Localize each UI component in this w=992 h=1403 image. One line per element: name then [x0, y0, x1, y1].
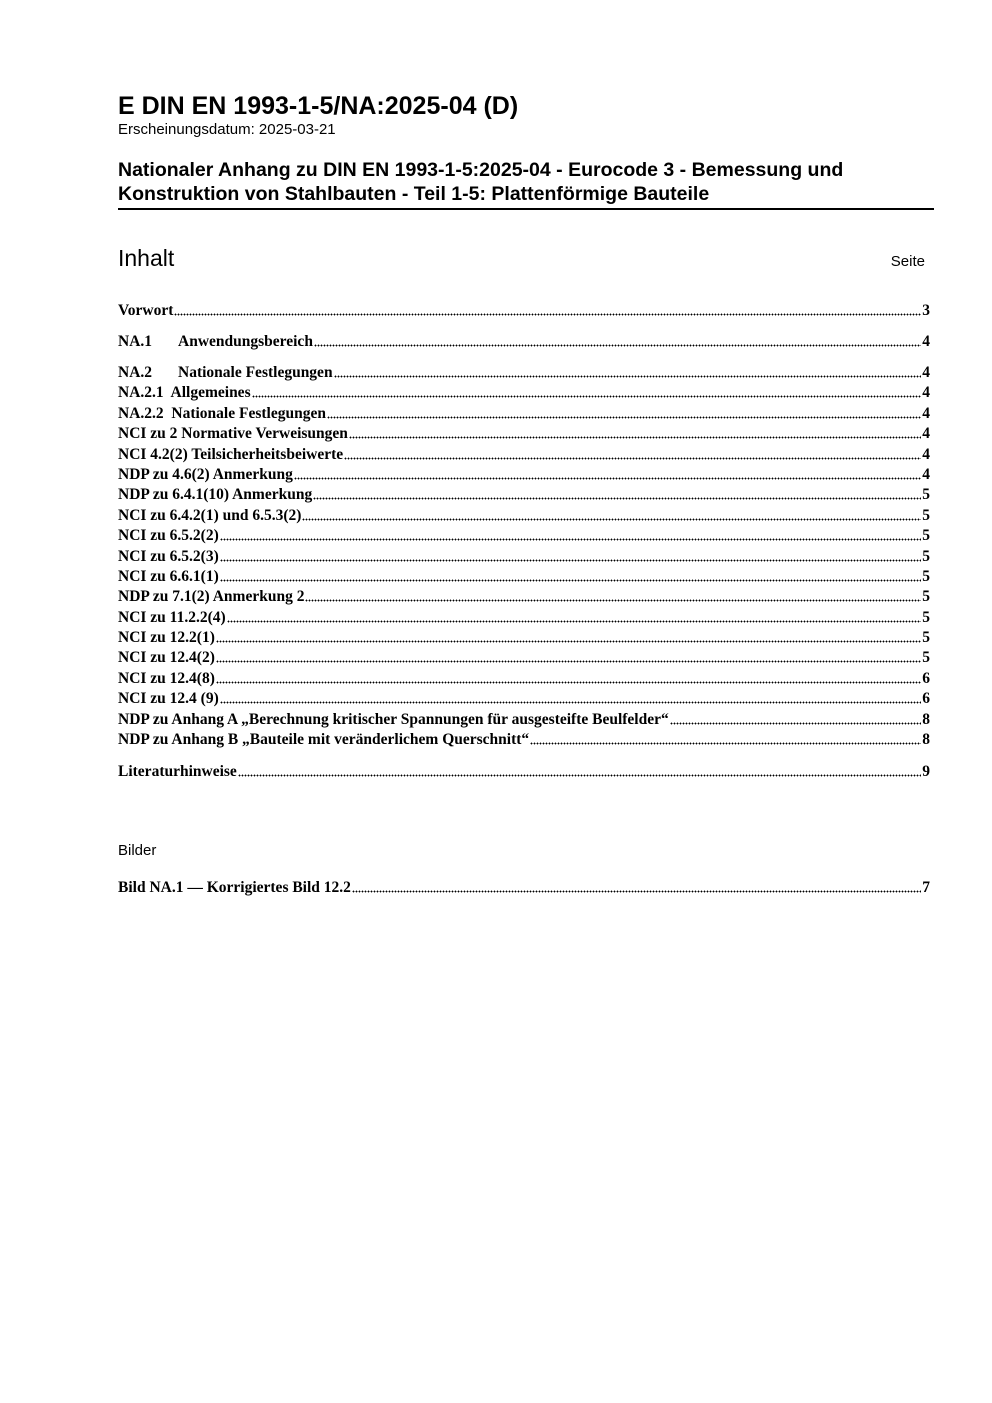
- toc-entry-label: [118, 363, 333, 383]
- toc-entry[interactable]: [118, 485, 930, 505]
- toc-leader-dots: [238, 765, 921, 777]
- toc-entry-label: NA.2.1 Allgemeines: [118, 384, 251, 402]
- toc-leader-dots: [327, 407, 921, 419]
- toc-entry-page: 3: [922, 302, 930, 319]
- toc-entry[interactable]: [118, 710, 930, 730]
- toc-leader-dots: [174, 304, 921, 316]
- toc-entry[interactable]: [118, 730, 930, 750]
- toc-group-na2: [118, 363, 930, 750]
- toc-entry-page: 6: [922, 690, 930, 708]
- page-column-label: Seite: [890, 253, 925, 270]
- toc-leader-dots: [220, 692, 922, 704]
- toc-leader-dots: [220, 550, 922, 562]
- toc-entry-label: NCI zu 12.2(1): [118, 629, 215, 647]
- toc-entry-page: 4: [922, 465, 930, 483]
- document-id: E DIN EN 1993-1-5/NA:2025-04 (D): [118, 92, 519, 120]
- toc-entry-page: 5: [922, 649, 930, 667]
- toc-entry-page: 5: [922, 506, 930, 524]
- toc-entry[interactable]: [118, 567, 930, 587]
- toc-entry[interactable]: [118, 608, 930, 628]
- toc-entry-label: NCI zu 6.5.2(3): [118, 547, 219, 565]
- toc-entry-vorwort[interactable]: [118, 301, 930, 321]
- toc-leader-dots: [344, 448, 921, 460]
- toc-entry-label: NCI zu 6.4.2(1) und 6.5.3(2): [118, 506, 302, 524]
- figures-heading: Bilder: [118, 842, 157, 859]
- contents-heading: Inhalt: [118, 245, 175, 271]
- toc-entry-number: NA.2: [118, 364, 153, 381]
- toc-entry-page: 6: [922, 669, 930, 687]
- toc-entry-page: 8: [922, 731, 930, 749]
- toc-entry-page: 4: [922, 425, 930, 443]
- toc-entry-label: Literaturhinweise: [118, 763, 237, 780]
- toc-entry-page: 4: [922, 445, 930, 463]
- toc-entry[interactable]: [118, 445, 930, 465]
- toc-entry-label: NCI zu 2 Normative Verweisungen: [118, 425, 348, 443]
- toc-entry-literaturhinweise[interactable]: [118, 762, 930, 782]
- toc-entry-label: NDP zu 4.6(2) Anmerkung: [118, 465, 293, 483]
- figure-entry-page: 7: [922, 879, 930, 896]
- toc-entry-page: 5: [922, 608, 930, 626]
- toc-leader-dots: [216, 651, 921, 663]
- figure-list: [118, 878, 930, 898]
- toc-entry-page: 4: [922, 384, 930, 402]
- toc-entry[interactable]: [118, 689, 930, 709]
- toc-entry-na1[interactable]: [118, 332, 930, 352]
- toc-leader-dots: [530, 733, 921, 745]
- toc-entry-label: Vorwort: [118, 302, 174, 319]
- toc-leader-dots: [252, 386, 922, 398]
- toc-leader-dots: [670, 713, 922, 725]
- toc-entry-na2[interactable]: [118, 363, 930, 383]
- toc-entry[interactable]: [118, 669, 930, 689]
- toc-leader-dots: [216, 672, 921, 684]
- document-title-line-1: Nationaler Anhang zu DIN EN 1993-1-5:2025-04 - Eurocode 3 - Bemessung und: [118, 159, 844, 181]
- toc-entry-label: NCI zu 11.2.2(4): [118, 608, 226, 626]
- toc-entry[interactable]: [118, 587, 930, 607]
- toc-entry[interactable]: [118, 383, 930, 403]
- toc-entry-page: 5: [922, 629, 930, 647]
- toc-leader-dots: [305, 590, 921, 602]
- toc-entry-page: 4: [922, 364, 930, 381]
- toc-leader-dots: [334, 366, 922, 378]
- toc-leader-dots: [302, 509, 921, 521]
- toc-group-na1: [118, 332, 930, 352]
- publication-date: Erscheinungsdatum: 2025-03-21: [118, 121, 336, 138]
- toc-entry[interactable]: [118, 526, 930, 546]
- document-title: [118, 158, 934, 210]
- toc-entry[interactable]: [118, 628, 930, 648]
- toc-entry-label: NDP zu Anhang B „Bauteile mit veränderlichem Querschnitt“: [118, 731, 530, 749]
- toc-entry-page: 5: [922, 486, 930, 504]
- figure-entry-label: Bild NA.1 — Korrigiertes Bild 12.2: [118, 879, 351, 896]
- toc-entry-label: [118, 332, 313, 352]
- toc-leader-dots: [313, 488, 921, 500]
- toc-entry-page: 5: [922, 567, 930, 585]
- toc-entry-label: NDP zu Anhang A „Berechnung kritischer Spannungen für ausgesteifte Beulfelder“: [118, 710, 669, 728]
- toc-group-bibliography: [118, 762, 930, 782]
- toc-entry-page: 5: [922, 588, 930, 606]
- toc-entry-page: 4: [922, 333, 930, 350]
- toc-entry-page: 8: [922, 710, 930, 728]
- toc-entry-label: NCI zu 6.6.1(1): [118, 567, 219, 585]
- toc-entry-label: NCI zu 12.4(8): [118, 669, 215, 687]
- figure-entry[interactable]: [118, 878, 930, 898]
- toc-entry-page: 4: [922, 404, 930, 422]
- toc-entry[interactable]: [118, 648, 930, 668]
- toc-entry[interactable]: [118, 506, 930, 526]
- toc-entry-number: NA.1: [118, 333, 153, 350]
- toc-entry-title: Nationale Festlegungen: [178, 364, 333, 381]
- toc-entry-label: NCI zu 6.5.2(2): [118, 527, 219, 545]
- toc-entry-page: 5: [922, 527, 930, 545]
- toc-entry[interactable]: [118, 404, 930, 424]
- toc-leader-dots: [227, 611, 922, 623]
- toc-leader-dots: [294, 468, 921, 480]
- toc-leader-dots: [220, 570, 922, 582]
- toc-entry[interactable]: [118, 465, 930, 485]
- toc-entry[interactable]: [118, 424, 930, 444]
- toc-leader-dots: [349, 427, 921, 439]
- document-title-line-2: Konstruktion von Stahlbauten - Teil 1-5: Plattenförmige Bauteile: [118, 183, 710, 205]
- toc-group-foreword: [118, 301, 930, 321]
- toc-entry-label: NCI zu 12.4 (9): [118, 690, 219, 708]
- toc-leader-dots: [220, 529, 922, 541]
- toc-leader-dots: [352, 881, 921, 893]
- toc-entry-label: NDP zu 7.1(2) Anmerkung 2: [118, 588, 305, 606]
- toc-entry[interactable]: [118, 547, 930, 567]
- toc-entry-page: 5: [922, 547, 930, 565]
- toc-entry-label: NCI zu 12.4(2): [118, 649, 215, 667]
- toc-leader-dots: [314, 335, 921, 347]
- toc-entry-label: NCI 4.2(2) Teilsicherheitsbeiwerte: [118, 445, 344, 463]
- toc-entry-label: NA.2.2 Nationale Festlegungen: [118, 404, 326, 422]
- toc-entry-title: Anwendungsbereich: [178, 333, 313, 350]
- toc-entry-label: NDP zu 6.4.1(10) Anmerkung: [118, 486, 313, 504]
- toc-leader-dots: [216, 631, 921, 643]
- toc-entry-page: 9: [922, 763, 930, 780]
